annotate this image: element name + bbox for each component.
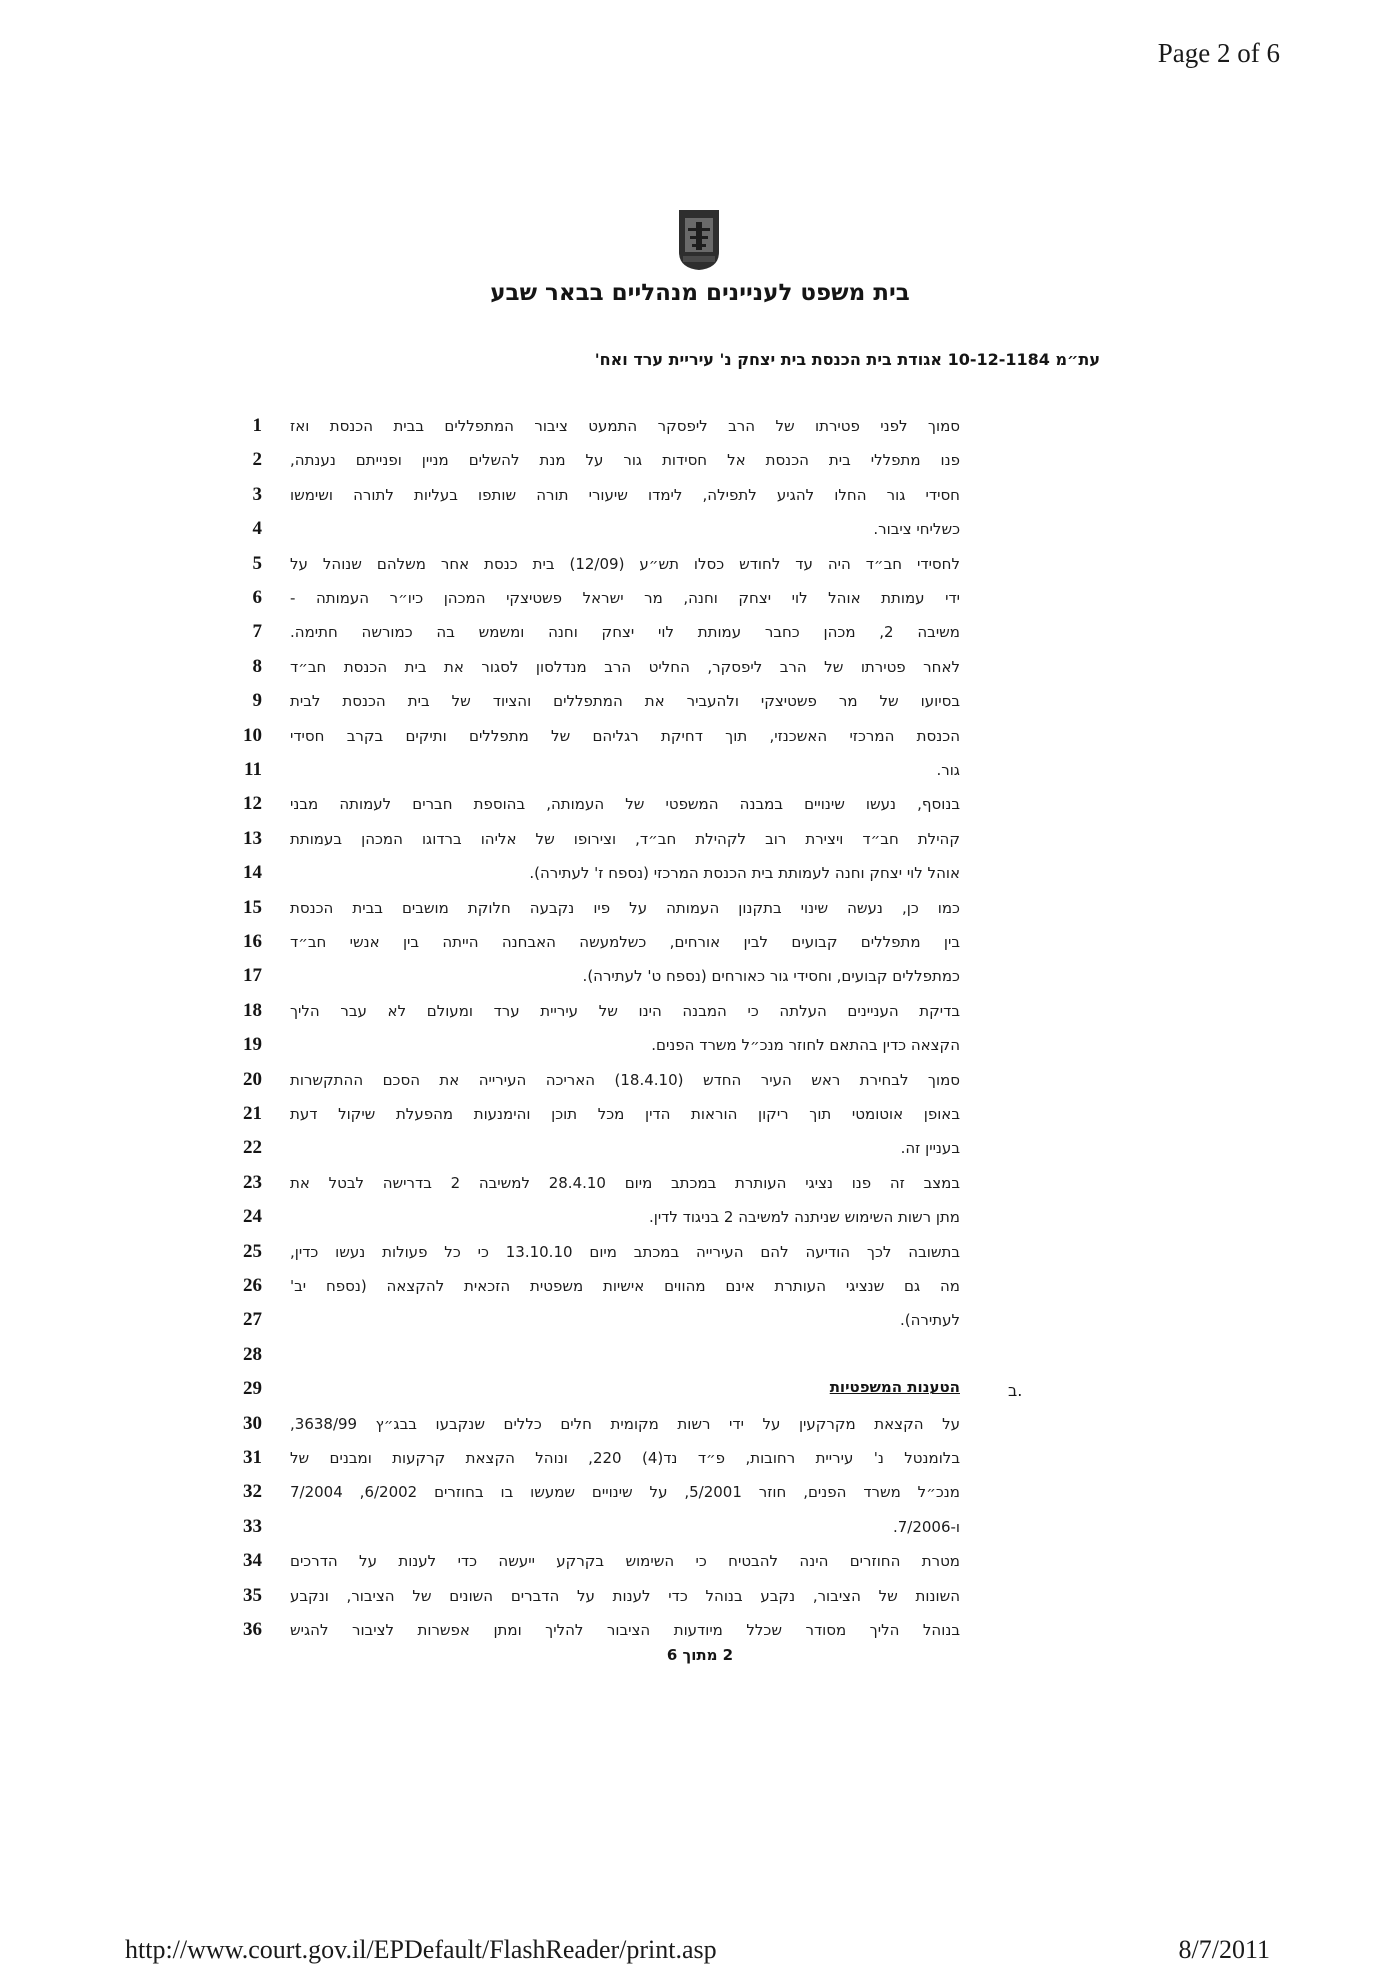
- line-text: הכנסת המרכזי האשכנזי, תוך דחיקת רגליהם של מתפללים ותיקים בקרב חסידי: [290, 726, 960, 745]
- numbered-line: [0, 824, 1400, 854]
- line-text: בסיועו של מר פשטיצקי ולהעביר את המתפללים והציוד של בית הכנסת לבית: [290, 692, 960, 711]
- page-number-header: Page 2 of 6: [1157, 38, 1280, 68]
- court-name-title: בית משפט לעניינים מנהליים בבאר שבע: [490, 280, 910, 306]
- numbered-line: [0, 480, 1400, 510]
- numbered-line: [0, 1305, 1400, 1335]
- line-number: 19: [243, 1034, 262, 1056]
- line-number: 1: [252, 415, 262, 436]
- numbered-line: [0, 1340, 1400, 1370]
- line-number: 29: [243, 1378, 262, 1400]
- line-number: 11: [244, 759, 262, 780]
- line-number: 22: [243, 1137, 262, 1159]
- line-number: 36: [243, 1619, 262, 1640]
- numbered-line: [0, 1409, 1400, 1439]
- line-text: הקצאה כדין בהתאם לחוזר מנכ״ל משרד הפנים.: [651, 1036, 960, 1055]
- line-text: בנוהל הליך מסודר שכלל מיודעות הציבור להליך ומתן אפשרות לציבור להגיש: [290, 1621, 960, 1639]
- line-text: לחסידי חב״ד היה עד לחודש כסלו תש״ע (12/09) בית כנסת אחר משלהם שנוהל על: [290, 554, 960, 573]
- case-title: עת״מ 10-12-1184 אגודת בית הכנסת בית יצחק נ' עיריית ערד ואח': [594, 350, 1100, 369]
- line-number: 13: [243, 827, 262, 849]
- numbered-line: [0, 1615, 1400, 1645]
- line-text: סמוך לבחירת ראש העיר החדש (18.4.10) האריכה העירייה את הסכם ההתקשרות: [290, 1070, 960, 1089]
- numbered-line: [0, 1099, 1400, 1129]
- numbered-line: [0, 1202, 1400, 1232]
- page-counter: 2 מתוך 6: [666, 1646, 734, 1664]
- numbered-line: [0, 893, 1400, 923]
- line-text: מנכ״ל משרד הפנים, חוזר 5/2001, על שינויים שמעשו בו בחוזרים 6/2002, 7/2004: [290, 1483, 960, 1502]
- numbered-line: [0, 1237, 1400, 1267]
- numbered-line: [0, 1512, 1400, 1542]
- line-text: השונות של הציבור, נקבע בנוהל כדי לענות על הדברים השונים של הציבור, ונקבע: [290, 1586, 960, 1605]
- line-text: גור.: [936, 761, 960, 779]
- line-number: 25: [243, 1240, 262, 1262]
- numbered-line: [0, 1133, 1400, 1163]
- footer-date: 8/7/2011: [1178, 1935, 1270, 1964]
- line-text: באופן אוטומטי תוך ריקון הוראות הדין מכל תוכן והימנעות מהפעלת שיקול דעת: [290, 1105, 960, 1123]
- numbered-line: [0, 858, 1400, 888]
- line-number: 21: [243, 1103, 262, 1124]
- line-text: לעתירה).: [899, 1311, 960, 1330]
- numbered-line: [0, 1443, 1400, 1473]
- numbered-line: [0, 549, 1400, 579]
- line-number: 3: [252, 483, 262, 505]
- line-text: פנו מתפללי בית הכנסת אל חסידות גור על מנת להשלים מניין ופנייתם נענתה,: [290, 451, 960, 470]
- line-number: 24: [243, 1206, 262, 1228]
- line-text: בעניין זה.: [900, 1139, 960, 1158]
- numbered-line: [0, 1271, 1400, 1301]
- line-number: 30: [243, 1412, 262, 1434]
- line-number: 2: [252, 449, 262, 471]
- line-text: סמוך לפני פטירתו של הרב ליפסקר התמעט ציבור המתפללים בבית הכנסת ואז: [290, 417, 960, 435]
- line-text: מתן רשות השימוש שניתנה למשיבה 2 בניגוד לדין.: [648, 1208, 960, 1227]
- numbered-line: [0, 411, 1400, 441]
- numbered-line: [0, 1030, 1400, 1060]
- line-number: 14: [243, 862, 262, 884]
- line-number: 6: [252, 587, 262, 608]
- numbered-line: [0, 789, 1400, 819]
- line-number: 35: [243, 1584, 262, 1606]
- numbered-line: [0, 1168, 1400, 1198]
- line-text: כמו כן, נעשה שינוי בתקנון העמותה על פיו נקבעה חלוקת מושבים בבית הכנסת: [290, 898, 960, 917]
- numbered-line: [0, 1477, 1400, 1507]
- line-number: 18: [243, 999, 262, 1021]
- section-heading: הטענות המשפטיות: [829, 1378, 960, 1396]
- numbered-line: [0, 1546, 1400, 1576]
- numbered-line: [0, 514, 1400, 544]
- line-number: 17: [243, 965, 262, 987]
- numbered-line: [0, 996, 1400, 1026]
- line-number: 7: [252, 621, 262, 643]
- line-text: חסידי גור החלו להגיע לתפילה, לימדו שיעורי תורה שותפו בעליות לתורה ושימשו: [290, 485, 960, 504]
- numbered-line: [0, 583, 1400, 613]
- line-text: על הקצאת מקרקעין על ידי רשות מקומית חלים כללים שנקבעו בבג״ץ 3638/99,: [290, 1414, 960, 1433]
- line-number: 8: [252, 655, 262, 677]
- line-text: במצב זה פנו נציגי העותרת במכתב מיום 28.4.10 למשיבה 2 בדרישה לבטל את: [290, 1173, 960, 1192]
- section-letter: ב.: [1008, 1381, 1023, 1400]
- line-number: 5: [252, 552, 262, 574]
- line-text: כשליחי ציבור.: [873, 520, 960, 539]
- line-number: 23: [243, 1171, 262, 1193]
- numbered-line: [0, 445, 1400, 475]
- line-number: 33: [243, 1515, 262, 1537]
- numbered-line: [0, 652, 1400, 682]
- footer-url: http://www.court.gov.il/EPDefault/FlashReader/print.asp: [125, 1935, 717, 1964]
- line-number: 26: [243, 1275, 262, 1296]
- line-number: 31: [243, 1447, 262, 1468]
- line-text: קהילת חב״ד ויצירת רוב לקהילת חב״ד, וצירופו של אליהו ברדוגו המכהן בעמותת: [290, 829, 960, 848]
- line-number: 20: [243, 1068, 262, 1090]
- line-text: מטרת החוזרים הינה להבטיח כי השימוש בקרקע ייעשה כדי לענות על הדרכים: [290, 1552, 960, 1571]
- line-number: 4: [252, 518, 262, 540]
- numbered-line: [0, 1581, 1400, 1611]
- line-text: משיבה 2, מכהן כחבר עמותת לוי יצחק וחנה ומשמש בה כמורשה חתימה.: [290, 623, 960, 642]
- line-number: 12: [243, 793, 262, 815]
- line-text: לאחר פטירתו של הרב ליפסקר, החליט הרב מנדלסון לסגור את בית הכנסת חב״ד: [290, 657, 960, 676]
- line-number: 15: [243, 896, 262, 918]
- numbered-line: [0, 721, 1400, 751]
- line-number: 16: [243, 931, 262, 952]
- numbered-line: [0, 617, 1400, 647]
- line-text: בין מתפללים קבועים לבין אורחים, כשלמעשה האבחנה הייתה בין אנשי חב״ד: [290, 933, 960, 951]
- line-text: אוהל לוי יצחק וחנה לעמותת בית הכנסת המרכזי (נספח ז' לעתירה).: [529, 864, 960, 883]
- line-text: בנוסף, נעשו שינויים במבנה המשפטי של העמותה, בהוספת חברים לעמותה מבני: [290, 795, 960, 814]
- line-number: 34: [243, 1550, 262, 1572]
- line-text: בדיקת העניינים העלתה כי המבנה הינו של עיריית ערד ומעולם לא עבר הליך: [290, 1001, 960, 1020]
- line-number: 28: [243, 1343, 262, 1365]
- line-text: בתשובה לכך הודיעה להם העירייה במכתב מיום 13.10.10 כי כל פעולות נעשו כדין,: [290, 1242, 960, 1261]
- line-text: ידי עמותת אוהל לוי יצחק וחנה, מר ישראל פשטיצקי המכהן כיו״ר העמותה -: [290, 589, 960, 607]
- numbered-line: [0, 755, 1400, 785]
- numbered-line: [0, 686, 1400, 716]
- line-text: כמתפללים קבועים, וחסידי גור כאורחים (נספח ט' לעתירה).: [582, 967, 960, 986]
- numbered-line: [0, 927, 1400, 957]
- line-number: 32: [243, 1481, 262, 1503]
- line-number: 9: [252, 690, 262, 712]
- line-number: 10: [243, 724, 262, 746]
- line-number: 27: [243, 1309, 262, 1331]
- line-text: ו-7/2006.: [892, 1517, 960, 1536]
- line-text: מה גם שנציגי העותרת אינם מהווים אישיות משפטית הזכאית להקצאה (נספח יב': [290, 1277, 960, 1295]
- line-text: בלומנטל נ' עיריית רחובות, פ״ד נד(4) 220, ונוהל הקצאת קרקעות ומבנים של: [290, 1449, 960, 1467]
- numbered-line: [0, 1374, 1400, 1404]
- numbered-line: [0, 961, 1400, 991]
- numbered-line: [0, 1065, 1400, 1095]
